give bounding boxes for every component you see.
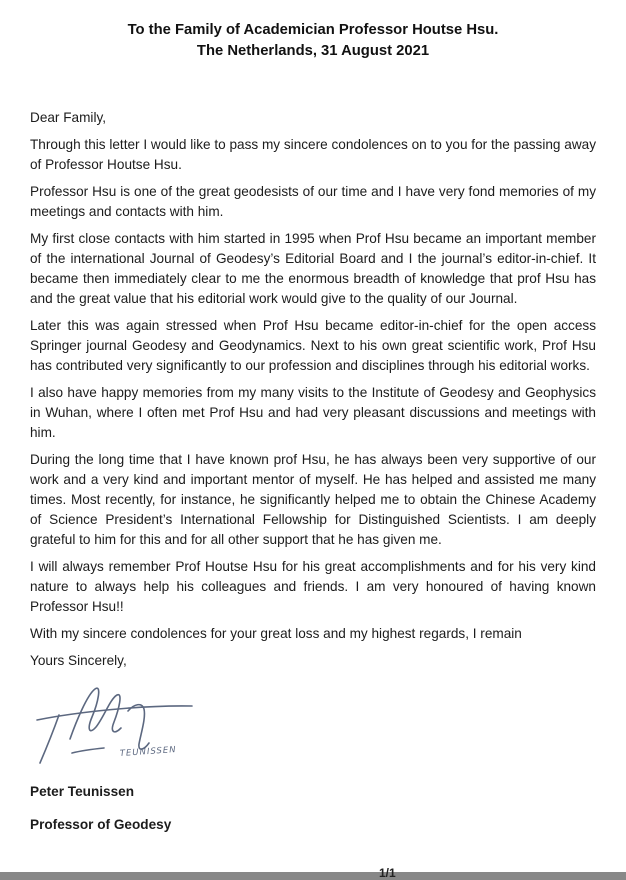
- signature-image: [32, 677, 202, 770]
- paragraph: During the long time that I have known prof Hsu, he has always been very supportive of our work and a very kind and important mentor of myself. He has helped and assisted me many times. Most recently, for instance, he significantly helped me to obtain the Chinese Academy of Science President’s International Fellowship for Distinguished Scientists. I am deeply grateful to him for this and for all other support that he has given me.: [30, 452, 596, 547]
- signature-icon: [32, 677, 202, 770]
- closing-phrase: Yours Sincerely,: [30, 653, 127, 668]
- salutation: Dear Family,: [30, 110, 107, 125]
- signer-title: Professor of Geodesy: [30, 817, 172, 832]
- paragraph: I also have happy memories from my many visits to the Institute of Geodesy and Geophysics in Wuhan, where I often met Prof Hsu and had very pleasant discussions and meetings with him.: [30, 385, 596, 440]
- paragraph: Through this letter I would like to pass my sincere condolences on to you for the passing away of Professor Houtse Hsu.: [30, 137, 596, 172]
- paragraph: Later this was again stressed when Prof Hsu became editor-in-chief for the open access Springer journal Geodesy and Geodynamics. Next to his own great scientific work, Prof Hsu has contributed very significantly to our profession and disciplines through his editorial works.: [30, 318, 596, 373]
- letter-header: [30, 20, 596, 62]
- paragraph: Professor Hsu is one of the great geodesists of our time and I have very fond memories of my meetings and contacts with him.: [30, 184, 596, 219]
- signature-handwritten-name: TEUNISSEN: [119, 745, 177, 759]
- paragraph: With my sincere condolences for your great loss and my highest regards, I remain: [30, 626, 522, 641]
- paragraph: I will always remember Prof Houtse Hsu for his great accomplishments and for his very kind nature to always help his colleagues and friends. I am very honoured of having known Professor Hsu!!: [30, 559, 596, 614]
- signer-name: Peter Teunissen: [30, 784, 135, 799]
- header-recipient-line: To the Family of Academician Professor Houtse Hsu.: [127, 22, 499, 38]
- header-place-date-line: The Netherlands, 31 August 2021: [196, 43, 430, 59]
- page-number: 1/1: [379, 866, 396, 880]
- paragraph: My first close contacts with him started in 1995 when Prof Hsu became an important member of the international Journal of Geodesy’s Editorial Board and I the journal’s editor-in-chief. It became then immediately clear to me the enormous breadth of knowledge that prof Hsu has and the great value that his editorial work would give to the quality of our Journal.: [30, 231, 596, 306]
